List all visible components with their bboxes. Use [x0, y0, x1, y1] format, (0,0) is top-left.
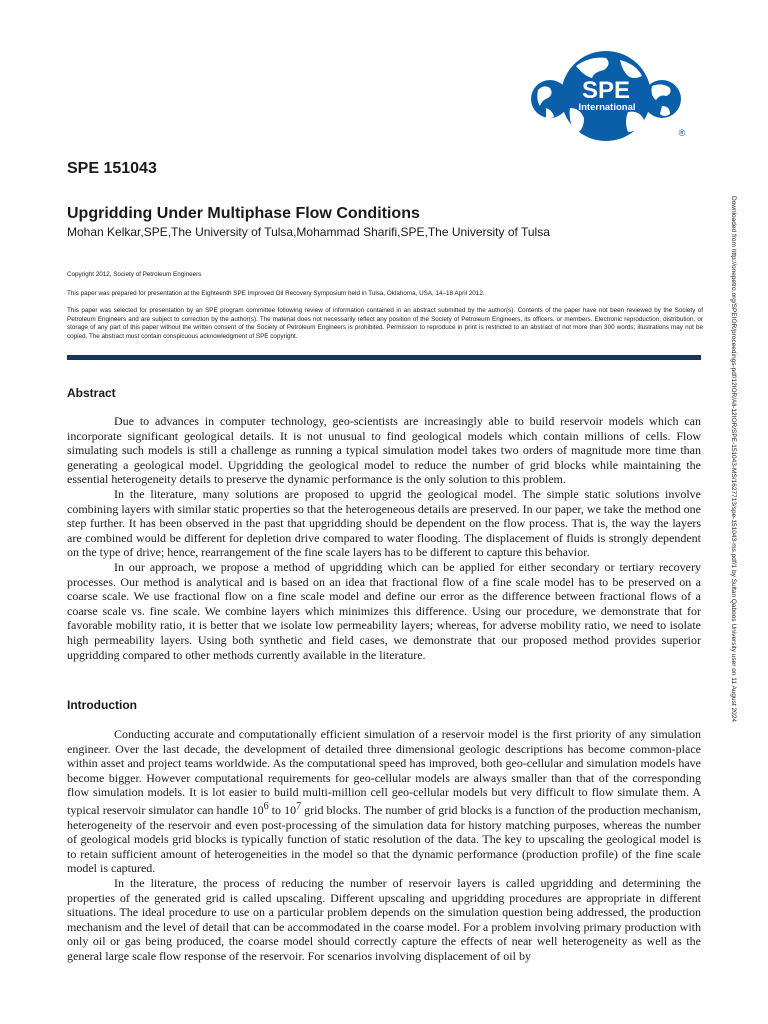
power-exponent: 6: [263, 800, 269, 812]
globe-logo-icon: [530, 50, 690, 142]
abstract-heading: Abstract: [67, 386, 116, 400]
paper-number: SPE 151043: [67, 160, 157, 177]
copyright-notice: Copyright 2012, Society of Petroleum Engineers: [67, 271, 202, 278]
logo-subtext: International: [578, 102, 636, 113]
introduction-body: [67, 727, 701, 964]
abstract-paragraph: In our approach, we propose a method of upgridding which can be applied for either secondary or tertiary recovery processes. Our method is analytical and is based on an idea that fractional flow of a fine scale model has to be preserved on a coarse scale. We use fractional flow on a fine scale model and define our error as the difference between fractional flows of a coarse scale vs. fine scale. We combine layers which minimizes this difference. Using our procedure, we demonstrate that for favorable mobility ratio, it is better that we isolate low permeability layers; whereas, for adverse mobility ratio, we need to isolate high permeability layers. Using both synthetic and field cases, we demonstrate that our proposed method provides superior upgridding compared to other methods currently available in the literature.: [67, 559, 701, 662]
header-divider: [67, 355, 701, 360]
power-exponent: 7: [296, 800, 302, 812]
spe-international-logo: [530, 50, 690, 142]
download-watermark: Downloaded from http://onepetro.org/SPEIOR/proceedings-pdf/12IOR/All-12IOR/SPE-151043-MS/1627713/spe-151043-ms.pdf/1 by Sultan Qaboos University user on 11 August 2024: [730, 196, 737, 722]
paper-title: Upgridding Under Multiphase Flow Conditions: [67, 205, 420, 222]
presentation-notice: This paper was prepared for presentation at the Eighteenth SPE Improved Oil Recovery Symposium held in Tulsa, Oklahoma, USA, 14–18 April 2012.: [67, 290, 485, 297]
intro-text: grid blocks. The number of grid blocks is a function of the production mechanism, heterogeneity of the reservoir and even post-processing of the simulation data for history matching purposes, whereas the number of geological models grid blocks is typically function of static resolution of the data. The key to upscaling the geological model is to retain sufficient amount of heterogeneities in the model so that the dynamic performance (production profile) of the fine scale model is captured.: [67, 802, 701, 876]
introduction-heading: Introduction: [67, 698, 137, 712]
abstract-paragraph: In the literature, many solutions are proposed to upgrid the geological model. The simple static solutions involve combining layers with similar static properties so that the heterogeneous details are preserved. In our paper, we take the method one step further. It has been observed in the past that upgridding should be dependent on the flow process. That is, the way the layers are combined would be different for depletion drive compared to water flooding. The displacement of fluids is strongly dependent on the type of drive; hence, rearrangement of the fine scale layers has to be different to capture this behavior.: [67, 486, 701, 560]
intro-text: to: [268, 802, 285, 817]
logo-text: SPE: [581, 77, 631, 104]
abstract-body: [67, 414, 701, 662]
introduction-paragraph: [67, 727, 701, 876]
introduction-paragraph: In the literature, the process of reducing the number of reservoir layers is called upgridding and determining the properties of the generated grid is called upscaling. Different upscaling and upgridding procedures are appropriate in different situations. The ideal procedure to use on a particular problem depends on the simulation question being addressed, the production mechanism and the level of detail that can be accommodated in the coarse model. For a problem involving primary production with only oil or gas being produced, the coarse model should correctly capture the effects of near well heterogeneity as well as the general large scale flow response of the reservoir. For scenarios involving displacement of oil by: [67, 875, 701, 963]
intro-text: Conducting accurate and computationally efficient simulation of a reservoir model is the first priority of any simulation engineer. Over the last decade, the development of detailed three dimensional geologic descriptions has become common-place within asset and project teams worldwide. As the computational speed has improved, both geo-cellular and simulation models have become bigger. However computational requirements for geo-cellular models are always smaller than that of the corresponding flow simulation models. It is lot easier to build multi-million cell geo-cellular models but very difficult to flow simulate them. A typical reservoir simulator can handle: [67, 727, 701, 817]
disclaimer-notice: This paper was selected for presentation by an SPE program committee following review of information contained in an abstract submitted by the author(s). Contents of the paper have not been reviewed by the Society of Petroleum Engineers and are subject to correction by the author(s). The material does not necessarily reflect any position of the Society of Petroleum Engineers, its officers, or members. Electronic reproduction, distribution, or storage of any part of this paper without the written consent of the Society of Petroleum Engineers is prohibited. Permission to reproduce in print is restricted to an abstract of not more than 300 words; illustrations may not be copied. The abstract must contain conspicuous acknowledgment of SPE copyright.: [67, 307, 703, 340]
power-base: 10: [251, 802, 264, 817]
author-line: Mohan Kelkar,SPE,The University of Tulsa,Mohammad Sharifi,SPE,The University of Tulsa: [67, 225, 550, 239]
registered-mark: ®: [678, 128, 686, 138]
power-base: 10: [284, 802, 297, 817]
abstract-paragraph: Due to advances in computer technology, geo-scientists are increasingly able to build reservoir models which can incorporate significant geological details. It is not unusual to find geological models which contain millions of cells. Flow simulating such models is still a challenge as running a typical simulation model takes two orders of magnitude more time than generating a geological model. Upgridding the geological model to reduce the number of grid blocks while maintaining the essential heterogeneity details to preserve the dynamic performance is the only solution to this problem.: [67, 414, 701, 487]
